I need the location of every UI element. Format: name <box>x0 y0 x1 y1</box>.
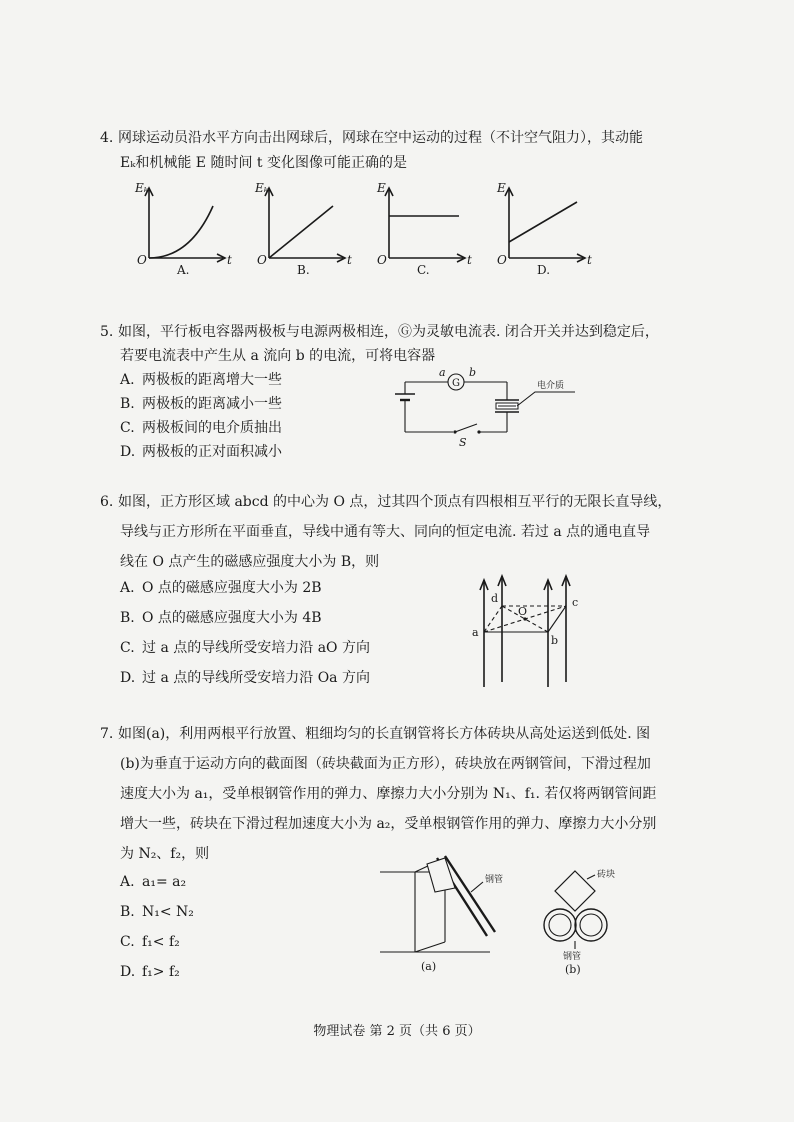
q5-option-d: D. 两极板的正对面积减小 <box>120 444 282 460</box>
q4-b-origin: O <box>257 253 267 267</box>
q4-b-label: B. <box>297 263 310 277</box>
q6-label-o: O <box>518 605 528 618</box>
q7-option-d: D. f₁> f₂ <box>120 964 180 980</box>
q7a-tube-label: 钢管 <box>485 875 504 885</box>
q4-d-origin: O <box>497 253 507 267</box>
q7-line1: 7. 如图(a)，利用两根平行放置、粗细均匀的长直钢管将长方体砖块从高处运送到低处. 图 <box>100 726 651 742</box>
q7-figure-b <box>535 865 625 980</box>
q4-a-label: A. <box>177 263 190 277</box>
q6-label-c: c <box>572 596 579 609</box>
q7b-tube-label: 钢管 <box>563 952 582 962</box>
q7-option-a: A. a₁= a₂ <box>120 874 187 890</box>
q7-figure-a <box>375 852 525 977</box>
q4-c-label: C. <box>417 263 430 277</box>
q7-line3: 速度大小为 a₁，受单根钢管作用的弹力、摩擦力大小分别为 N₁、f₁. 若仅将两钢管间距 <box>120 786 657 802</box>
q5-line2: 若要电流表中产生从 a 流向 b 的电流，可将电容器 <box>120 348 436 364</box>
q4-graph-c <box>375 182 475 277</box>
q6-label-d: d <box>491 592 499 605</box>
q6-line1: 6. 如图，正方形区域 abcd 的中心为 O 点，过其四个顶点有四根相互平行的无限长直导线， <box>100 494 672 510</box>
q4-a-xaxis: t <box>227 253 232 267</box>
q4-b-xaxis: t <box>347 253 352 267</box>
q6-option-a: A. O 点的磁感应强度大小为 2B <box>120 580 322 596</box>
q4-number: 4. <box>100 130 114 146</box>
q7a-caption: (a) <box>421 960 437 973</box>
q4-d-label: D. <box>537 263 551 277</box>
q4-c-origin: O <box>377 253 387 267</box>
q4-d-yaxis: E <box>497 181 506 195</box>
galvanometer-label: G <box>452 378 460 389</box>
q6-label-a: a <box>472 626 479 639</box>
q5-number: 5. <box>100 324 114 340</box>
q6-number: 6. <box>100 494 114 510</box>
q7-option-c: C. f₁< f₂ <box>120 934 180 950</box>
q7b-caption: (b) <box>565 963 581 976</box>
q4-b-yaxis: Eₖ <box>255 181 269 195</box>
q4-graph-a <box>135 182 235 277</box>
q7-number: 7. <box>100 726 114 742</box>
q5-circuit-diagram <box>395 362 595 447</box>
q5-option-b: B. 两极板的距离减小一些 <box>120 396 282 412</box>
q7-line4: 增大一些，砖块在下滑过程加速度大小为 a₂，受单根钢管作用的弹力、摩擦力大小分别 <box>120 816 657 832</box>
q4-line2: Eₖ和机械能 E 随时间 t 变化图像可能正确的是 <box>120 155 407 171</box>
q4-line1: 4. 网球运动员沿水平方向击出网球后，网球在空中运动的过程（不计空气阻力），其动能 <box>100 130 643 146</box>
q6-line3: 线在 O 点产生的磁感应强度大小为 B，则 <box>120 554 380 570</box>
q7b-brick-label: 砖块 <box>597 870 616 880</box>
circuit-label-a: a <box>439 366 446 379</box>
circuit-label-b: b <box>469 366 477 379</box>
q5-line1: 5. 如图，平行板电容器两极板与电源两极相连，Ⓖ为灵敏电流表. 闭合开关并达到稳定后， <box>100 324 659 340</box>
q4-graph-d <box>495 182 595 277</box>
q7-line5: 为 N₂、f₂，则 <box>120 846 210 862</box>
q4-a-origin: O <box>137 253 147 267</box>
q7-option-b: B. N₁< N₂ <box>120 904 194 920</box>
q7-line2: (b)为垂直于运动方向的截面图（砖块截面为正方形），砖块放在两钢管间，下滑过程加 <box>120 756 651 772</box>
q4-c-xaxis: t <box>467 253 472 267</box>
q4-a-yaxis: Eₖ <box>135 181 149 195</box>
switch-label: S <box>459 436 467 449</box>
page-footer: 物理试卷 第 2 页（共 6 页） <box>313 1024 481 1039</box>
q6-label-b: b <box>551 634 559 647</box>
q6-option-b: B. O 点的磁感应强度大小为 4B <box>120 610 322 626</box>
q4-graph-b <box>255 182 355 277</box>
q6-line2: 导线与正方形所在平面垂直，导线中通有等大、同向的恒定电流. 若过 a 点的通电直导 <box>120 524 651 540</box>
q5-option-c: C. 两极板间的电介质抽出 <box>120 420 282 436</box>
q4-d-xaxis: t <box>587 253 592 267</box>
q6-wire-diagram <box>460 572 590 692</box>
q6-option-d: D. 过 a 点的导线所受安培力沿 Oa 方向 <box>120 670 370 686</box>
q5-option-a: A. 两极板的距离增大一些 <box>120 372 282 388</box>
dielectric-label: 电介质 <box>537 381 565 391</box>
q6-option-c: C. 过 a 点的导线所受安培力沿 aO 方向 <box>120 640 370 656</box>
q4-c-yaxis: E <box>377 181 386 195</box>
